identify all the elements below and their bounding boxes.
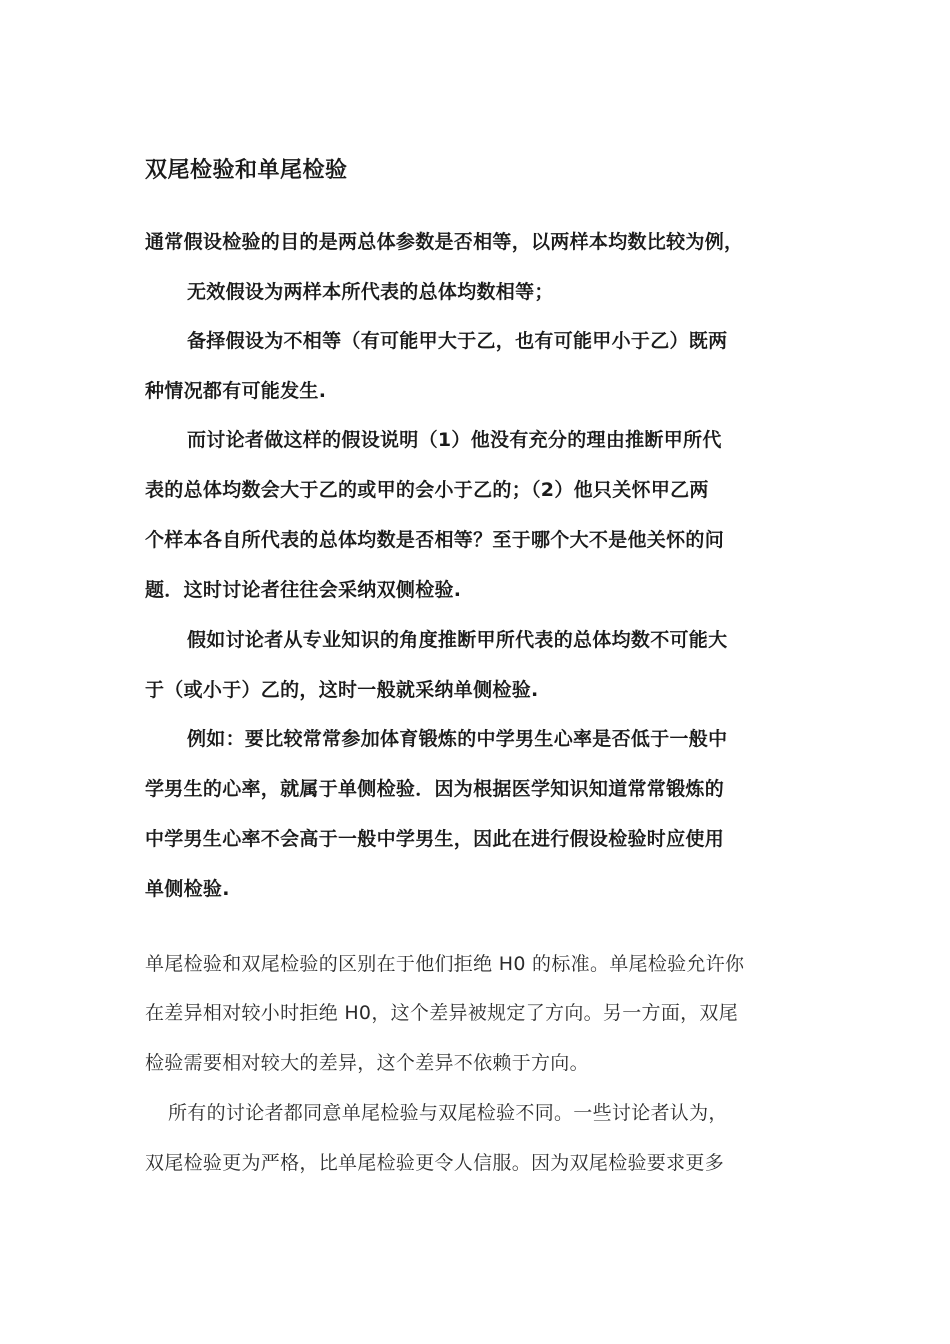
paragraph-line: 例如：要比较常常参加体育锻炼的中学男生心率是否低于一般中 [187,728,728,750]
paragraph-line: 在差异相对较小时拒绝 H0，这个差异被规定了方向。另一方面，双尾 [145,1002,739,1024]
paragraph-line: 所有的讨论者都同意单尾检验与双尾检验不同。一些讨论者认为， [168,1102,728,1124]
paragraph-line: 而讨论者做这样的假设说明（1）他没有充分的理由推断甲所代 [187,429,722,451]
paragraph-line: 种情况都有可能发生. [145,380,327,402]
paragraph-line: 备择假设为不相等（有可能甲大于乙，也有可能甲小于乙）既两 [187,330,728,352]
paragraph-line: 单尾检验和双尾检验的区别在于他们拒绝 H0 的标准。单尾检验允许你 [145,953,745,975]
paragraph-line: 通常假设检验的目的是两总体参数是否相等，以两样本均数比较为例， [145,231,744,253]
paragraph-line: 中学男生心率不会高于一般中学男生，因此在进行假设检验时应使用 [145,828,725,850]
paragraph-line: 无效假设为两样本所代表的总体均数相等； [187,281,554,303]
paragraph-line: 学男生的心率，就属于单侧检验．因为根据医学知识知道常常锻炼的 [145,778,725,800]
document-title: 双尾检验和单尾检验 [145,158,348,183]
paragraph-line: 于（或小于）乙的，这时一般就采纳单侧检验. [145,679,539,701]
paragraph-line: 题．这时讨论者往往会采纳双侧检验. [145,579,462,601]
paragraph-line: 双尾检验更为严格，比单尾检验更令人信服。因为双尾检验要求更多 [145,1152,725,1174]
paragraph-line: 假如讨论者从专业知识的角度推断甲所代表的总体均数不可能大 [187,629,728,651]
paragraph-line: 检验需要相对较大的差异，这个差异不依赖于方向。 [145,1052,589,1074]
paragraph-line: 个样本各自所代表的总体均数是否相等？至于哪个大不是他关怀的问 [145,529,725,551]
paragraph-line: 单侧检验. [145,878,230,900]
paragraph-line: 表的总体均数会大于乙的或甲的会小于乙的；（2）他只关怀甲乙两 [145,479,709,501]
